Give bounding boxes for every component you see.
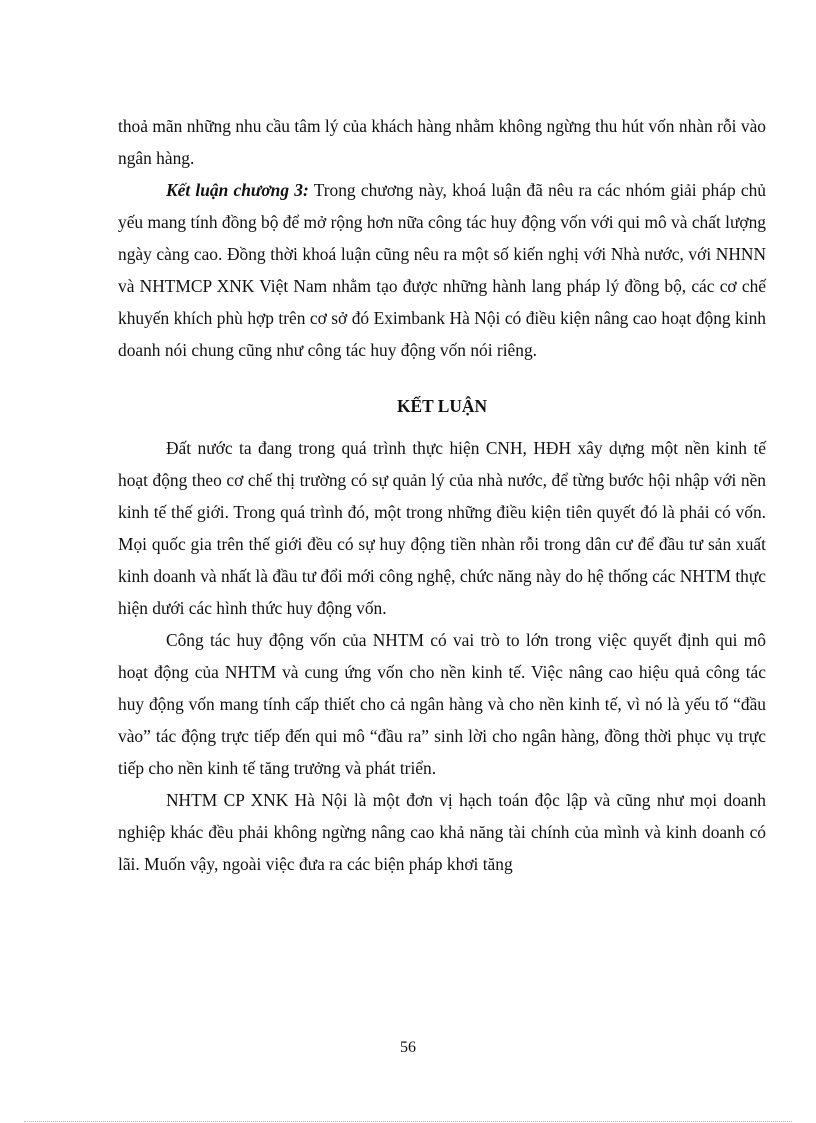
- document-page: [118, 110, 766, 880]
- page-bottom-divider: [24, 1121, 792, 1122]
- conclusion-paragraph-2: Công tác huy động vốn của NHTM có vai trò to lớn trong việc quyết định qui mô hoạt động của NHTM và cung ứng vốn cho nền kinh tế. Việc nâng cao hiệu quả công tác huy động vốn mang tính cấp thiết cho cả ngân hàng và cho nền kinh tế, vì nó là yếu tố “đầu vào” tác động trực tiếp đến qui mô “đầu ra” sinh lời cho ngân hàng, đồng thời phục vụ trực tiếp cho nền kinh tế tăng trưởng và phát triển.: [118, 630, 766, 778]
- paragraph-continuation: thoả mãn những nhu cầu tâm lý của khách hàng nhằm không ngừng thu hút vốn nhàn rỗi vào ngân hàng.: [118, 116, 766, 168]
- page-number: 56: [400, 1039, 416, 1056]
- section-heading: KẾT LUẬN: [396, 396, 488, 416]
- chapter-conclusion-body: Trong chương này, khoá luận đã nêu ra các nhóm giải pháp chủ yếu mang tính đồng bộ để mở rộng hơn nữa công tác huy động vốn với qui mô và chất lượng ngày càng cao. Đồng thời khoá luận cũng nêu ra một số kiến nghị với Nhà nước, với NHNN và NHTMCP XNK Việt Nam nhằm tạo được những hành lang pháp lý đồng bộ, các cơ chế khuyến khích phù hợp trên cơ sở đó Eximbank Hà Nội có điều kiện nâng cao hoạt động kinh doanh nói chung cũng như công tác huy động vốn nói riêng.: [118, 180, 767, 360]
- conclusion-paragraph-3: NHTM CP XNK Hà Nội là một đơn vị hạch toán độc lập và cũng như mọi doanh nghiệp khác đều phải không ngừng nâng cao khả năng tài chính của mình và kinh doanh có lãi. Muốn vậy, ngoài việc đưa ra các biện pháp khơi tăng: [118, 790, 766, 874]
- chapter-conclusion-paragraph: [118, 174, 766, 366]
- conclusion-paragraph-1: Đất nước ta đang trong quá trình thực hiện CNH, HĐH xây dựng một nền kinh tế hoạt động theo cơ chế thị trường có sự quản lý của nhà nước, để từng bước hội nhập với nền kinh tế thế giới. Trong quá trình đó, một trong những điều kiện tiên quyết đó là phải có vốn. Mọi quốc gia trên thế giới đều có sự huy động tiền nhàn rỗi trong dân cư để đầu tư sản xuất kinh doanh và nhất là đầu tư đổi mới công nghệ, chức năng này do hệ thống các NHTM thực hiện dưới các hình thức huy động vốn.: [118, 438, 766, 618]
- chapter-conclusion-lead: Kết luận chương 3:: [166, 180, 309, 200]
